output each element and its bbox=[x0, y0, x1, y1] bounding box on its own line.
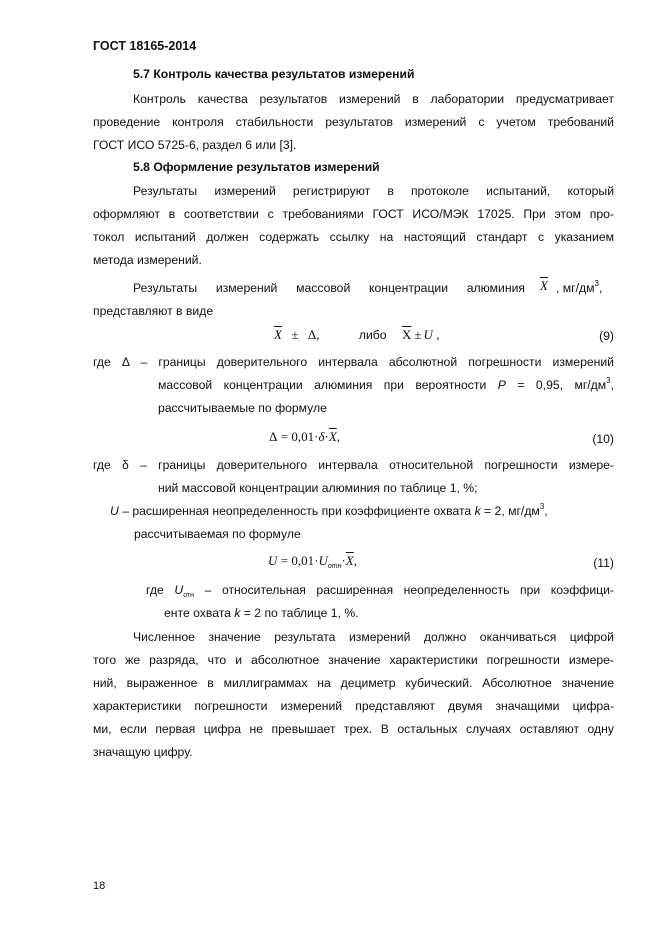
section-5-8-title: 5.8 Оформление результатов измерений bbox=[133, 160, 380, 174]
paragraph-line: представляют в виде bbox=[93, 304, 214, 318]
equation-9-number: (9) bbox=[599, 329, 614, 343]
equation-10: $\Delta = 0,01\cdot\delta\cdot\overline{X}$, bbox=[269, 429, 341, 444]
definition-line: рассчитываемая по формуле bbox=[134, 527, 301, 541]
definition-line: рассчитываемые по формуле bbox=[158, 401, 327, 415]
paragraph-line: ми, если первая цифра не превышает трех. В остальных случаях оставляют одну bbox=[93, 722, 614, 736]
equation-9: $\overline{X} \pm \Delta$, либо $\overline{X} \pm U$ , bbox=[274, 327, 440, 342]
paragraph-line: ний, выраженное в миллиграммах на дециметр кубический. Абсолютное значение bbox=[93, 676, 614, 690]
paragraph-line: Контроль качества результатов измерений в лаборатории предусматривает bbox=[133, 92, 614, 106]
section-5-7-title: 5.7 Контроль качества результатов измерений bbox=[133, 67, 415, 81]
paragraph-line: Численное значение результата измерений должно оканчиваться цифрой bbox=[133, 630, 614, 644]
definition-line: массовой концентрации алюминия при вероятности P = 0,95, $мг/дм^3$, bbox=[158, 376, 615, 392]
x-bar-symbol: $\overline{X}$ bbox=[540, 278, 548, 293]
definition-line: ний массовой концентрации алюминия по таблице 1, %; bbox=[158, 481, 478, 495]
paragraph-line: оформляют в соответствии с требованиями ГОСТ ИСО/МЭК 17025. При этом про- bbox=[93, 207, 614, 221]
document-header: ГОСТ 18165-2014 bbox=[93, 39, 197, 53]
unit-text: , $мг/дм^3$, bbox=[556, 279, 603, 295]
paragraph-line: характеристики погрешности измерений представляют двумя значащими цифра- bbox=[93, 699, 614, 713]
paragraph-line: проведение контроля стабильности результатов измерений с учетом требований bbox=[93, 115, 614, 129]
definition-line: U – расширенная неопределенность при коэффициенте охвата k = 2, $мг/дм^3$, bbox=[110, 502, 548, 518]
paragraph-line: значащую цифру. bbox=[93, 745, 193, 759]
definition-line: енте охвата k = 2 по таблице 1, %. bbox=[164, 606, 359, 620]
paragraph-line: того же разряда, что и абсолютное значение характеристики погрешности измере- bbox=[93, 653, 614, 667]
equation-11-number: (11) bbox=[593, 556, 614, 570]
definition-line: где $U_{отн}$ – относительная расширенная неопределенность при коэффици- bbox=[146, 583, 614, 599]
paragraph-line: ГОСТ ИСО 5725-6, раздел 6 или [3]. bbox=[93, 138, 297, 152]
paragraph-line: токол испытаний должен содержать ссылку на настоящий стандарт с указанием bbox=[93, 230, 614, 244]
definition-line: где δ – границы доверительного интервала относительной погрешности измере- bbox=[93, 458, 614, 472]
page-number: 18 bbox=[93, 880, 106, 892]
paragraph-line: Результаты измерений регистрируют в протоколе испытаний, который bbox=[133, 184, 614, 198]
definition-line: где Δ – границы доверительного интервала абсолютной погрешности измерений bbox=[93, 355, 614, 369]
paragraph-line: Результаты измерений массовой концентрации алюминия bbox=[133, 281, 525, 295]
equation-11: $U = 0,01\cdot U_{отн}\cdot\overline{X}$, bbox=[268, 553, 357, 570]
paragraph-line: метода измерений. bbox=[93, 253, 202, 267]
equation-10-number: (10) bbox=[592, 432, 614, 446]
